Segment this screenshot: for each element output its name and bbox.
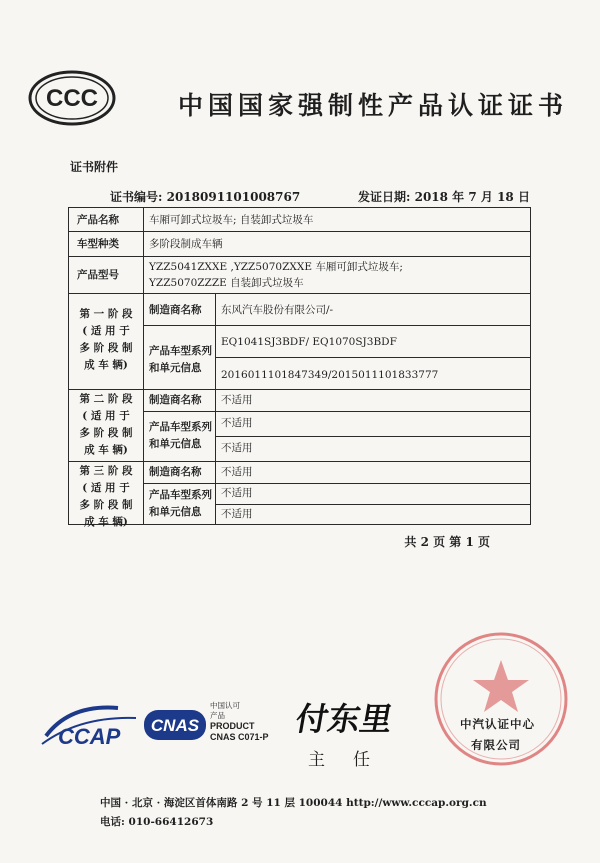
- vehicle-type-value: 多阶段制成车辆: [149, 238, 223, 250]
- issue-date: 发证日期: 2018 年 7 月 18 日: [358, 190, 530, 204]
- stage-3-model-value: 不适用: [221, 487, 253, 499]
- ccc-logo-text: CCC: [46, 85, 98, 112]
- stage-1-model-label: 产品车型系列 和单元信息: [149, 345, 212, 374]
- model-line-1: YZZ5041ZXXE ,YZZ5070ZXXE 车厢可卸式垃圾车;: [149, 261, 403, 273]
- model-line-2: YZZ5070ZZZE 自装卸式垃圾车: [149, 277, 304, 289]
- svg-text:PRODUCT: PRODUCT: [210, 721, 255, 731]
- accreditation-logos: [40, 696, 285, 752]
- svg-text:CNAS C071-P: CNAS C071-P: [210, 732, 269, 742]
- director-title: 主任: [308, 750, 398, 770]
- stage-3-manufacturer-value: 不适用: [221, 466, 253, 478]
- stage-2-manufacturer-label: 制造商名称: [149, 394, 202, 406]
- stage-1-model-value: EQ1041SJ3BDF/ EQ1070SJ3BDF: [221, 336, 397, 348]
- stage-1-manufacturer-value: 东风汽车股份有限公司/-: [221, 304, 334, 316]
- vehicle-type-label: 车型种类: [77, 238, 119, 250]
- ccap-logo-text: CCAP: [58, 724, 121, 749]
- stage-2-unit-value: 不适用: [221, 442, 253, 454]
- product-name-value: 车厢可卸式垃圾车; 自装卸式垃圾车: [149, 214, 314, 226]
- stage-3-label: 第 三 阶 段 ( 适 用 于 多 阶 段 制 成 车 辆): [79, 465, 133, 528]
- footer-address: 中国 · 北京 · 海淀区首体南路 2 号 11 层 100044 http://www.cccap.org.cn: [100, 797, 487, 809]
- page-number: 共 2 页 第 1 页: [404, 535, 490, 549]
- document-title: 中国国家强制性产品认证证书: [178, 91, 569, 120]
- cnas-logo-text: CNAS: [150, 716, 200, 735]
- certificate-number: 证书编号: 2018091101008767: [110, 190, 301, 204]
- product-name-label: 产品名称: [77, 214, 119, 226]
- stage-3-model-label: 产品车型系列 和单元信息: [149, 489, 212, 518]
- stage-1-label: 第 一 阶 段 ( 适 用 于 多 阶 段 制 成 车 辆): [79, 308, 133, 371]
- attachment-label: 证书附件: [70, 160, 119, 174]
- stage-3-unit-value: 不适用: [221, 508, 253, 520]
- stage-2-model-label: 产品车型系列 和单元信息: [149, 421, 212, 450]
- stage-1-manufacturer-label: 制造商名称: [149, 304, 202, 316]
- signature-text: 付东里: [292, 700, 396, 738]
- stage-2-model-value: 不适用: [221, 417, 253, 429]
- ccap-cnas-logo-icon: [40, 696, 285, 752]
- seal-organization-name: 中汽认证中心: [460, 717, 535, 731]
- certificate-table: [68, 207, 531, 528]
- stage-3-manufacturer-label: 制造商名称: [149, 466, 202, 478]
- seal-organization-suffix: 有限公司: [471, 738, 521, 752]
- stage-2-manufacturer-value: 不适用: [221, 394, 253, 406]
- stage-1-unit-value: 2016011101847349/2015011101833777: [221, 369, 439, 381]
- stage-2-label: 第 二 阶 段 ( 适 用 于 多 阶 段 制 成 车 辆): [79, 393, 133, 456]
- director-signature-icon: [290, 692, 408, 740]
- ccc-logo-icon: [28, 70, 116, 126]
- footer-phone: 电话: 010-66412673: [100, 816, 214, 828]
- svg-text:中国认可: 中国认可: [210, 701, 240, 710]
- svg-text:产品: 产品: [210, 711, 225, 720]
- model-label: 产品型号: [77, 269, 119, 281]
